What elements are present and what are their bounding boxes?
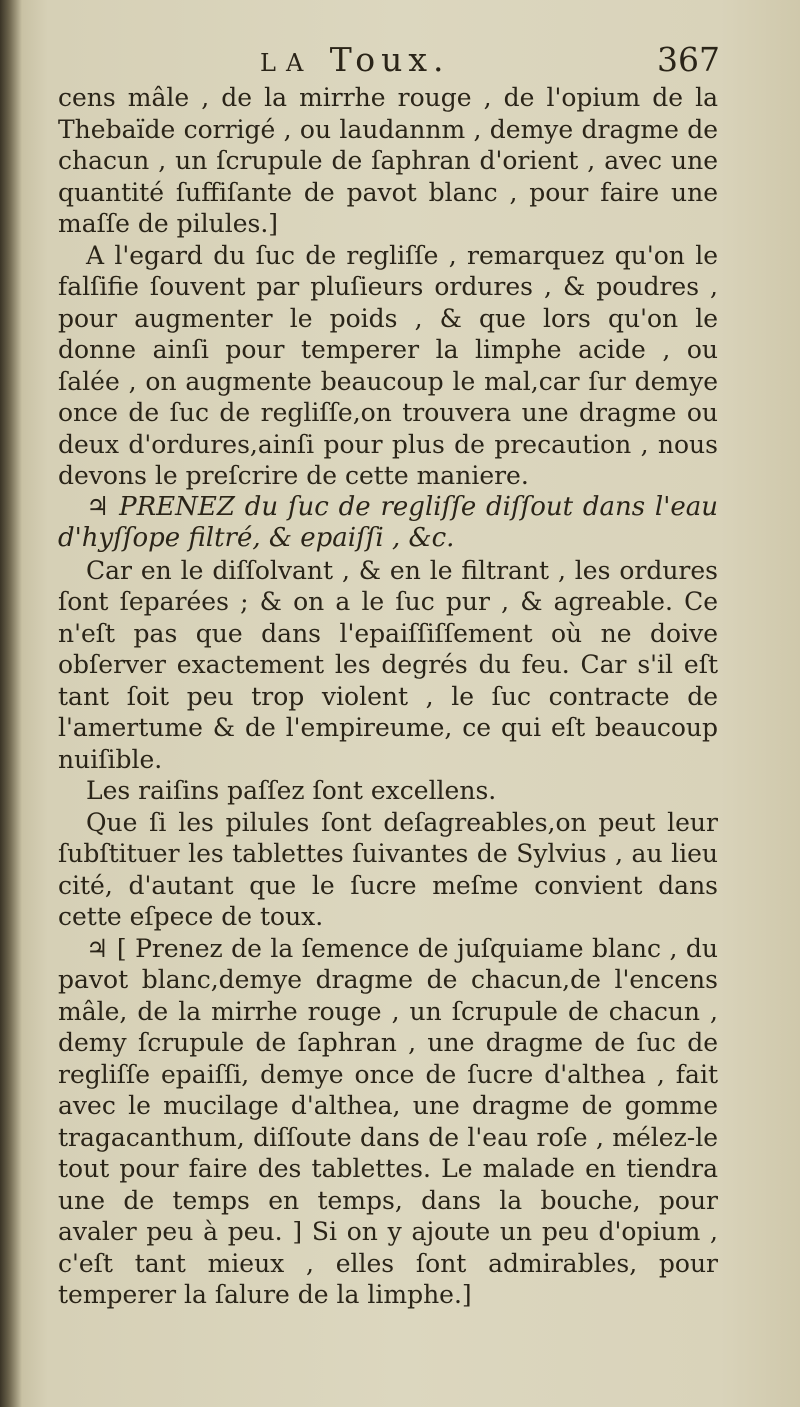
binding-gutter-shadow xyxy=(0,0,22,1407)
body-text xyxy=(58,82,718,1311)
page-number: 367 xyxy=(657,40,720,79)
paragraph-4: Les raiſins paſſez ſont excellens. xyxy=(86,776,497,805)
recipe-2: ♃ [ Prenez de la ſemence de juſquiame blanc , du pavot blanc,demye dragme de chacun,de l'encens mâle, de la mirrhe rouge , un ſcrupule de chacun , demy ſcrupule de ſaphran , une dragme de ſuc de regliſſe epaiſſi, demye once de ſucre d'althea , fait avec le mucilage d'althea, une dragme de gomme tragacanthum, diſſoute dans de l'eau roſe , mélez-le tout pour faire des tablettes. Le malade en tiendra une de temps en temps, dans la bouche, pour avaler peu à peu. ] Si on y ajoute un peu d'opium , c'eſt tant mieux , elles ſont admirables, pour temperer la ſalure de la limphe.] xyxy=(58,933,718,1309)
running-title xyxy=(260,40,449,79)
paragraph-3: Car en le diſſolvant , & en le filtrant , les ordures ſont ſeparées ; & on a le ſuc pur , & agreable. Ce n'eſt pas que dans l'epaiſſiſſement où ne doive obſerver exactement les degrés du feu. Car s'il eſt tant ſoit peu trop violent , le ſuc contracte de l'amertume & de l'empireume, ce qui eſt beaucoup nuiſible. xyxy=(58,555,718,774)
recipe-1: ♃ PRENEZ du ſuc de regliſſe diſſout dans l'eau d'hyſſope filtré, & epaiſſi , &c. xyxy=(58,491,718,553)
paragraph-2: A l'egard du ſuc de regliſſe , remarquez qu'on le falſifie ſouvent par pluſieurs ordures , & poudres , pour augmenter le poids , & que lors qu'on le donne ainſi pour temperer la limphe acide , ou ſalée , on augmente beaucoup le mal,car ſur demye once de ſuc de regliſſe,on trouvera une dragme ou deux d'ordures,ainſi pour plus de precaution , nous devons le preſcrire de cette maniere. xyxy=(58,240,718,490)
running-title-prefix: LA xyxy=(260,49,314,77)
paragraph-5: Que ſi les pilules ſont deſagreables,on peut leur ſubſtituer les tablettes ſuivantes de Sylvius , au lieu cité, d'autant que le ſucre meſme convient dans cette eſpece de toux. xyxy=(58,807,718,931)
running-title-main: Toux. xyxy=(329,40,450,79)
paragraph-1: cens mâle , de la mirrhe rouge , de l'opium de la Thebaïde corrigé , ou laudannm , demye dragme de chacun , un ſcrupule de ſaphran d'orient , avec une quantité ſuffiſante de pavot blanc , pour faire une maſſe de pilules.] xyxy=(58,83,718,238)
page-header xyxy=(250,40,720,80)
